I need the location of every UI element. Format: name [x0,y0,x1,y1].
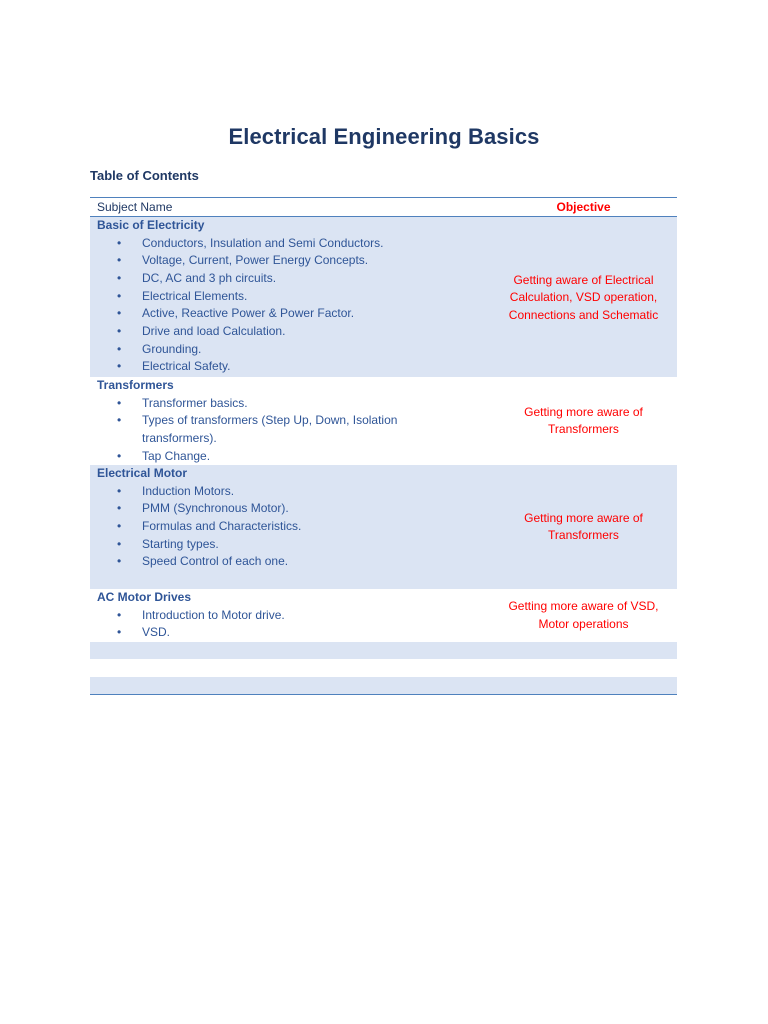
objective-line: Getting more aware of [524,404,643,419]
list-item [97,323,490,341]
list-item [97,358,490,376]
objective-line: Transformers [548,422,619,436]
list-item [97,288,490,306]
list-item-text: DC, AC and 3 ph circuits. [142,270,277,285]
list-item [97,270,490,288]
list-item-text: Grounding. [142,341,202,356]
list-item-text: Tap Change. [142,448,211,463]
bullet-icon: • [117,306,122,321]
list-item [97,518,490,536]
bullet-icon: • [117,625,122,640]
list-item [97,483,490,501]
list-item-text: Transformer basics. [142,395,248,410]
list-item [97,395,490,413]
bullet-icon: • [117,288,122,303]
topic-list [97,483,490,572]
table-row [90,217,677,377]
list-item [97,624,490,642]
toc-heading: Table of Contents [90,168,199,183]
list-item-text: Induction Motors. [142,483,235,498]
empty-table-row [90,642,677,659]
list-item [97,341,490,359]
list-item-text: Introduction to Motor drive. [142,607,285,622]
list-item [97,235,490,253]
bullet-icon: • [117,448,122,463]
list-item-continuation: transformers). [142,430,217,445]
bullet-icon: • [117,359,122,374]
objective-line: Calculation, VSD operation, [509,290,658,305]
list-item [97,412,490,447]
bullet-icon: • [117,235,122,250]
bullet-icon: • [117,324,122,339]
empty-table-row [90,677,677,694]
objective-line: Getting aware of Electrical [513,272,654,287]
list-item-text: VSD. [142,625,171,640]
section-title: AC Motor Drives [97,590,192,604]
section-title: Electrical Motor [97,466,188,480]
list-item [97,553,490,571]
list-item-text: Active, Reactive Power & Power Factor. [142,306,355,321]
objective-cell [490,217,677,377]
subject-cell [90,465,490,589]
list-item-text: Formulas and Characteristics. [142,518,302,533]
topic-list [97,235,490,377]
list-item-text: PMM (Synchronous Motor). [142,501,289,516]
objective-line: Motor operations [538,616,629,631]
topic-list [97,395,490,466]
bullet-icon: • [117,270,122,285]
objective-line: Transformers [548,528,619,542]
subject-cell [90,589,490,642]
list-item [97,252,490,270]
list-item [97,305,490,323]
list-item-text: Speed Control of each one. [142,554,289,569]
table-row [90,377,677,465]
bullet-icon: • [117,253,122,268]
toc-table [90,197,677,695]
bullet-icon: • [117,341,122,356]
objective-cell [490,377,677,465]
list-item-text: Types of transformers (Step Up, Down, Isolation [142,413,398,428]
bullet-icon: • [117,607,122,622]
objective-line: Connections and Schematic [508,307,659,322]
list-item-text: Starting types. [142,536,219,551]
objective-cell [490,465,677,589]
header-subject-name: Subject Name [97,200,173,214]
bullet-icon: • [117,554,122,569]
list-item [97,448,490,466]
empty-table-row [90,659,677,677]
objective-line: Getting more aware of VSD, [508,599,659,613]
list-item-text: Conductors, Insulation and Semi Conductors. [142,235,384,250]
section-title: Transformers [97,378,174,392]
bullet-icon: • [117,413,122,428]
objective-cell [490,589,677,642]
subject-cell [90,217,490,377]
section-title: Basic of Electricity [97,218,205,232]
header-objective: Objective [556,200,611,214]
document-title: Electrical Engineering Basics [228,124,540,149]
list-item [97,536,490,554]
bullet-icon: • [117,483,122,498]
bullet-icon: • [117,501,122,516]
bullet-icon: • [117,518,122,533]
bullet-icon: • [117,536,122,551]
list-item [97,500,490,518]
list-item-text: Drive and load Calculation. [142,324,286,339]
list-item-text: Voltage, Current, Power Energy Concepts. [142,253,369,268]
bullet-icon: • [117,395,122,410]
list-item-text: Electrical Elements. [142,288,248,303]
table-header-row [90,198,677,217]
table-row [90,589,677,642]
list-item-text: Electrical Safety. [142,359,231,374]
topic-list [97,607,490,642]
table-row [90,465,677,589]
list-item [97,607,490,625]
objective-line: Getting more aware of [524,510,643,525]
subject-cell [90,377,490,465]
